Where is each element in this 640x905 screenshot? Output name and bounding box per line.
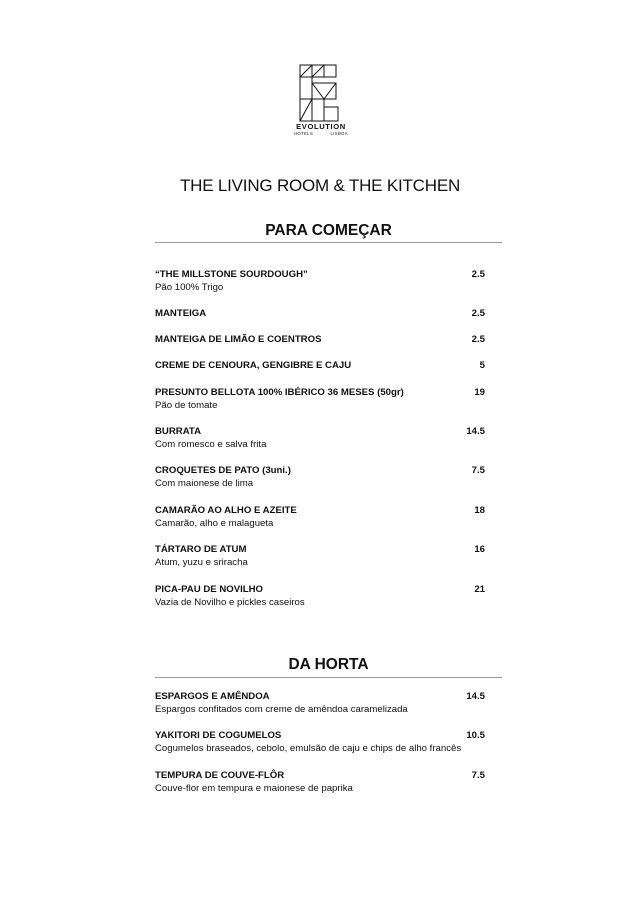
item-name: CROQUETES DE PATO (3uni.) xyxy=(155,465,291,476)
section-divider xyxy=(155,677,502,678)
item-price: 2.5 xyxy=(471,308,485,319)
item-name: TÁRTARO DE ATUM xyxy=(155,544,247,555)
menu-item xyxy=(155,464,485,490)
item-description: Espargos confitados com creme de amêndoa caramelizada xyxy=(155,704,408,715)
item-description: Pão de tomate xyxy=(155,400,218,411)
evolution-logo-icon xyxy=(299,64,343,122)
item-name: BURRATA xyxy=(155,426,202,437)
item-description: Cogumelos braseados, cebolo, emulsão de caju e chips de alho francês xyxy=(155,743,462,754)
item-name: MANTEIGA DE LIMÃO E COENTROS xyxy=(155,334,322,345)
section-divider xyxy=(155,242,502,243)
item-price: 16 xyxy=(474,544,485,555)
menu-item xyxy=(155,386,485,412)
logo-subline xyxy=(290,131,352,136)
item-name: TEMPURA DE COUVE-FLÔR xyxy=(155,770,285,781)
item-description: Com maionese de lima xyxy=(155,478,254,489)
menu-item xyxy=(155,729,485,755)
item-name: MANTEIGA xyxy=(155,308,207,319)
item-price: 18 xyxy=(474,505,485,516)
menu-item xyxy=(155,583,485,609)
item-price: 14.5 xyxy=(466,691,485,702)
page-title: THE LIVING ROOM & THE KITCHEN xyxy=(179,176,461,195)
section-heading-para-comecar: PARA COMEÇAR xyxy=(265,222,392,239)
item-description: Camarão, alho e malagueta xyxy=(155,518,274,529)
menu-item xyxy=(155,307,485,320)
logo-sub-right: LISBOA xyxy=(330,131,348,136)
item-name: ESPARGOS E AMÊNDOA xyxy=(155,691,270,702)
item-price: 2.5 xyxy=(471,334,485,345)
menu-item xyxy=(155,543,485,569)
menu-item xyxy=(155,504,485,530)
menu-item xyxy=(155,359,485,372)
menu-item xyxy=(155,268,485,294)
item-price: 5 xyxy=(479,360,485,371)
item-price: 14.5 xyxy=(466,426,485,437)
item-price: 21 xyxy=(474,584,485,595)
item-price: 10.5 xyxy=(466,730,485,741)
menu-item xyxy=(155,690,485,716)
item-name: PICA-PAU DE NOVILHO xyxy=(155,584,264,595)
logo-sub-left: HOTELS xyxy=(294,131,314,136)
menu-item xyxy=(155,425,485,451)
item-name: YAKITORI DE COGUMELOS xyxy=(155,730,282,741)
item-name: CREME DE CENOURA, GENGIBRE E CAJU xyxy=(155,360,352,371)
item-price: 19 xyxy=(474,387,485,398)
item-description: Pão 100% Trigo xyxy=(155,282,224,293)
item-price: 7.5 xyxy=(471,770,485,781)
item-description: Atum, yuzu e sriracha xyxy=(155,557,248,568)
item-description: Couve-flor em tempura e maionese de paprika xyxy=(155,783,353,794)
item-description: Com romesco e salva frita xyxy=(155,439,267,450)
item-price: 7.5 xyxy=(471,465,485,476)
item-name: “THE MILLSTONE SOURDOUGH” xyxy=(155,269,308,280)
hotel-logo xyxy=(290,64,352,136)
item-price: 2.5 xyxy=(471,269,485,280)
item-description: Vazia de Novilho e pickles caseiros xyxy=(155,597,305,608)
item-name: CAMARÃO AO ALHO E AZEITE xyxy=(155,505,297,516)
item-name: PRESUNTO BELLOTA 100% IBÉRICO 36 MESES (50gr) xyxy=(155,387,404,398)
menu-item xyxy=(155,333,485,346)
logo-wordmark: EVOLUTION xyxy=(296,122,346,131)
menu-item xyxy=(155,769,485,795)
section-heading-da-horta: DA HORTA xyxy=(288,656,369,673)
